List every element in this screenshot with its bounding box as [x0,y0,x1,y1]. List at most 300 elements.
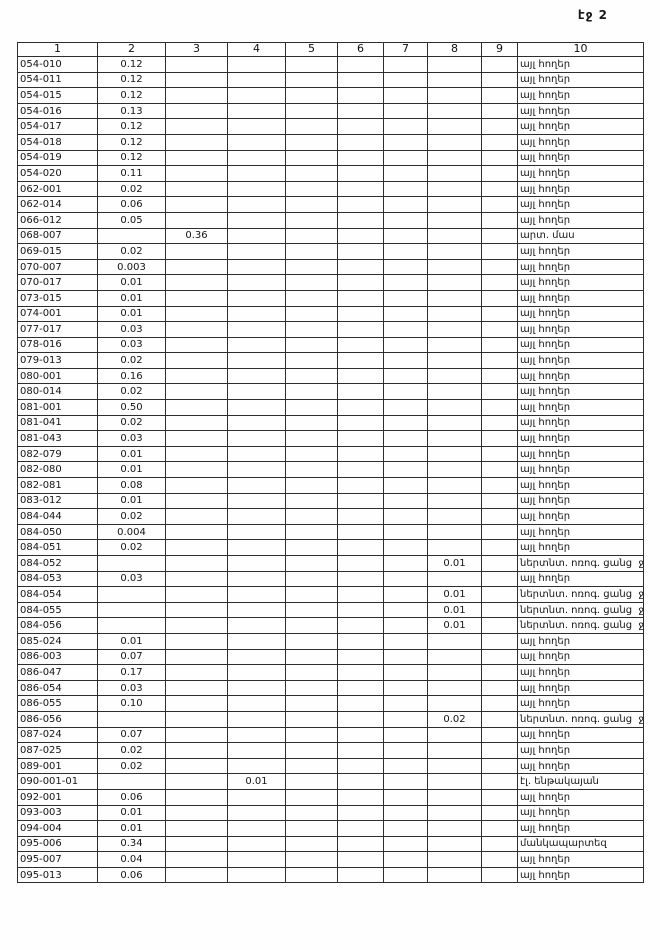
table-cell: 082-079 [18,446,98,462]
table-cell: այլ հողեր [518,197,644,213]
table-cell [286,400,338,416]
table-cell [428,322,482,338]
table-cell [166,181,228,197]
table-cell [384,415,428,431]
table-cell [428,524,482,540]
table-cell: 083-012 [18,493,98,509]
table-cell [98,587,166,603]
table-cell [228,181,286,197]
table-cell: 081-043 [18,431,98,447]
table-cell: 093-003 [18,805,98,821]
table-cell [384,556,428,572]
table-row [18,431,644,447]
table-cell [228,821,286,837]
table-cell: 0.13 [98,103,166,119]
table-cell [228,306,286,322]
table-cell [338,446,384,462]
table-row [18,275,644,291]
table-cell: 0.05 [98,212,166,228]
table-cell: 054-017 [18,119,98,135]
table-cell: ներտնտ. ոռոգ. ցանց ջ [518,587,644,603]
table-cell [338,618,384,634]
table-row [18,103,644,119]
table-cell: 0.06 [98,197,166,213]
table-cell: 0.03 [98,337,166,353]
table-cell: 0.06 [98,867,166,883]
table-cell [482,743,518,759]
table-cell [482,524,518,540]
table-cell [482,602,518,618]
table-cell: ներտնտ. ոռոգ. ցանց ջ [518,556,644,572]
table-cell: այլ հողեր [518,665,644,681]
table-cell [384,353,428,369]
table-cell [166,680,228,696]
table-cell [482,587,518,603]
table-cell: էլ. ենթակայան [518,774,644,790]
table-cell [428,306,482,322]
table-cell [228,212,286,228]
table-cell [98,774,166,790]
table-cell [338,462,384,478]
table-cell [384,446,428,462]
table-row [18,337,644,353]
table-cell [286,275,338,291]
table-cell [482,166,518,182]
table-cell: 073-015 [18,290,98,306]
table-cell: այլ հողեր [518,368,644,384]
table-row [18,415,644,431]
table-cell: 0.11 [98,166,166,182]
table-cell [338,197,384,213]
table-cell [286,789,338,805]
table-cell [338,150,384,166]
table-cell [166,275,228,291]
table-row [18,758,644,774]
table-cell: 054-019 [18,150,98,166]
table-cell [166,602,228,618]
table-cell: 092-001 [18,789,98,805]
table-cell [338,119,384,135]
table-cell [428,415,482,431]
table-cell: այլ հողեր [518,805,644,821]
table-cell [482,805,518,821]
table-cell: այլ հողեր [518,88,644,104]
table-cell [384,571,428,587]
table-cell: 0.12 [98,72,166,88]
table-cell [428,789,482,805]
table-row [18,602,644,618]
table-cell [338,368,384,384]
table-cell [228,493,286,509]
table-cell [286,244,338,260]
table-cell: 084-053 [18,571,98,587]
table-cell [286,57,338,73]
table-row [18,618,644,634]
table-cell [228,836,286,852]
table-cell [384,244,428,260]
table-cell [384,228,428,244]
table-cell [482,789,518,805]
table-cell [428,571,482,587]
table-cell [286,290,338,306]
table-cell [384,72,428,88]
table-cell [338,821,384,837]
table-cell: այլ հողեր [518,758,644,774]
table-cell [482,509,518,525]
table-cell: 0.02 [98,384,166,400]
table-cell: 066-012 [18,212,98,228]
table-cell [428,103,482,119]
table-cell [338,212,384,228]
table-cell [166,478,228,494]
table-cell [482,259,518,275]
table-cell [338,431,384,447]
table-cell: ներտնտ. ոռոգ. ցանց ջ [518,711,644,727]
table-cell [166,103,228,119]
table-cell [482,290,518,306]
table-cell: այլ հողեր [518,134,644,150]
table-cell [384,275,428,291]
table-cell [286,867,338,883]
table-cell [338,743,384,759]
table-cell [338,680,384,696]
table-cell: 084-056 [18,618,98,634]
table-cell [384,774,428,790]
table-row [18,556,644,572]
table-cell [384,743,428,759]
table-cell [228,727,286,743]
table-cell [286,524,338,540]
table-cell: 0.02 [98,181,166,197]
table-cell [338,353,384,369]
table-cell: 087-025 [18,743,98,759]
table-cell [338,758,384,774]
table-cell [286,134,338,150]
table-cell [428,166,482,182]
table-cell: 0.17 [98,665,166,681]
table-cell: 095-006 [18,836,98,852]
table-cell [286,88,338,104]
table-cell [428,134,482,150]
table-cell [428,852,482,868]
table-cell [286,431,338,447]
table-cell [482,400,518,416]
table-cell: 087-024 [18,727,98,743]
table-cell [428,696,482,712]
table-cell [428,774,482,790]
table-header-row [18,43,644,57]
table-cell [166,571,228,587]
table-cell [428,821,482,837]
table-cell [228,462,286,478]
table-cell: ներտնտ. ոռոգ. ցանց ջ [518,602,644,618]
table-row [18,867,644,883]
table-cell [428,88,482,104]
table-cell: 0.02 [98,758,166,774]
table-cell [384,462,428,478]
table-cell [166,556,228,572]
table-cell: այլ հողեր [518,789,644,805]
table-row [18,649,644,665]
table-cell [286,119,338,135]
table-cell: 0.01 [98,275,166,291]
table-cell [428,275,482,291]
table-cell [428,680,482,696]
table-cell [482,150,518,166]
table-cell: 081-001 [18,400,98,416]
table-cell: 084-051 [18,540,98,556]
table-row [18,509,644,525]
table-cell [166,384,228,400]
table-cell: արտ. մաս [518,228,644,244]
table-cell [338,852,384,868]
table-cell [286,711,338,727]
table-row [18,150,644,166]
table-cell: այլ հողեր [518,337,644,353]
table-cell [384,166,428,182]
table-cell [228,680,286,696]
table-row [18,462,644,478]
table-cell [166,665,228,681]
table-cell [428,540,482,556]
table-row [18,852,644,868]
table-row [18,57,644,73]
table-cell: այլ հողեր [518,353,644,369]
column-header: 1 [18,43,98,57]
table-cell: 081-041 [18,415,98,431]
table-cell [228,88,286,104]
table-cell [428,727,482,743]
table-cell: այլ հողեր [518,212,644,228]
table-cell: 079-013 [18,353,98,369]
table-cell [482,852,518,868]
table-row [18,696,644,712]
table-cell [166,197,228,213]
table-cell: 084-055 [18,602,98,618]
table-cell: այլ հողեր [518,181,644,197]
table-cell [228,57,286,73]
table-cell [166,493,228,509]
table-cell [384,150,428,166]
table-cell [166,618,228,634]
table-cell [384,789,428,805]
table-cell: 054-020 [18,166,98,182]
table-cell [228,587,286,603]
table-cell [228,540,286,556]
table-cell [166,587,228,603]
table-cell [384,368,428,384]
table-cell: 0.02 [98,415,166,431]
table-cell [384,665,428,681]
table-cell [338,415,384,431]
table-row [18,633,644,649]
table-cell: 086-054 [18,680,98,696]
table-cell [286,602,338,618]
table-cell [338,306,384,322]
table-cell: այլ հողեր [518,306,644,322]
table-cell [166,212,228,228]
table-cell [482,633,518,649]
column-header: 7 [384,43,428,57]
table-cell [166,134,228,150]
table-cell: 062-014 [18,197,98,213]
table-cell [286,618,338,634]
table-cell: 068-007 [18,228,98,244]
table-cell [286,493,338,509]
table-cell: 0.01 [98,446,166,462]
table-cell: այլ հողեր [518,290,644,306]
table-cell [384,337,428,353]
table-cell [482,727,518,743]
table-cell [384,431,428,447]
table-cell [384,602,428,618]
table-row [18,306,644,322]
table-cell: 086-003 [18,649,98,665]
table-row [18,290,644,306]
table-cell [384,540,428,556]
table-row [18,478,644,494]
table-cell [228,478,286,494]
table-cell [482,556,518,572]
table-cell [338,166,384,182]
table-cell [384,384,428,400]
table-cell: 0.07 [98,649,166,665]
table-cell [338,244,384,260]
table-cell [428,400,482,416]
table-cell [166,524,228,540]
table-cell: այլ հողեր [518,509,644,525]
table-cell: ներտնտ. ոռոգ. ցանց ջ [518,618,644,634]
table-cell: այլ հողեր [518,478,644,494]
table-cell [384,727,428,743]
table-cell [228,524,286,540]
table-cell: 0.50 [98,400,166,416]
table-cell [384,57,428,73]
table-cell: այլ հողեր [518,259,644,275]
table-cell: 0.08 [98,478,166,494]
table-row [18,446,644,462]
table-cell [286,368,338,384]
table-cell [286,446,338,462]
table-cell: 0.02 [428,711,482,727]
table-row [18,821,644,837]
table-cell [482,197,518,213]
table-cell [166,150,228,166]
table-cell: այլ հողեր [518,103,644,119]
table-cell: 054-010 [18,57,98,73]
table-cell [286,680,338,696]
table-cell: այլ հողեր [518,384,644,400]
table-cell [338,478,384,494]
table-cell [338,711,384,727]
table-row [18,228,644,244]
table-cell [482,758,518,774]
table-cell [482,415,518,431]
table-cell [428,633,482,649]
table-cell [286,509,338,525]
table-cell [228,665,286,681]
table-cell [166,72,228,88]
table-cell [428,368,482,384]
table-cell [482,57,518,73]
table-cell: 0.01 [428,618,482,634]
table-cell [338,290,384,306]
table-cell: այլ հողեր [518,680,644,696]
table-cell: 054-018 [18,134,98,150]
table-cell: 070-007 [18,259,98,275]
table-cell [228,353,286,369]
table-row [18,384,644,400]
table-cell: 0.01 [428,556,482,572]
table-cell: այլ հողեր [518,633,644,649]
column-header: 4 [228,43,286,57]
table-cell: 074-001 [18,306,98,322]
table-cell [338,322,384,338]
table-cell [286,322,338,338]
table-cell [482,306,518,322]
table-cell [166,353,228,369]
table-cell [166,774,228,790]
table-cell [428,462,482,478]
column-header: 6 [338,43,384,57]
table-cell [166,88,228,104]
table-cell [286,462,338,478]
column-header: 3 [166,43,228,57]
table-cell: 0.12 [98,150,166,166]
table-cell [384,181,428,197]
table-cell [166,540,228,556]
table-cell [482,368,518,384]
table-cell [428,446,482,462]
table-cell [338,789,384,805]
table-cell [228,72,286,88]
table-cell: 0.12 [98,134,166,150]
table-cell [482,680,518,696]
table-cell [228,166,286,182]
table-cell [384,259,428,275]
table-cell [482,353,518,369]
table-cell [286,571,338,587]
table-cell [228,509,286,525]
table-cell: 0.03 [98,571,166,587]
table-cell: 0.02 [98,244,166,260]
table-cell [482,134,518,150]
table-cell: այլ հողեր [518,696,644,712]
table-cell: 0.36 [166,228,228,244]
table-cell: այլ հողեր [518,72,644,88]
table-cell: 0.02 [98,353,166,369]
table-cell [166,633,228,649]
table-cell [428,509,482,525]
table-cell: 086-055 [18,696,98,712]
table-cell: այլ հողեր [518,275,644,291]
table-cell: 054-016 [18,103,98,119]
table-cell [166,805,228,821]
table-cell: 0.01 [98,306,166,322]
table-cell: 0.12 [98,57,166,73]
table-cell [482,446,518,462]
table-cell: 0.01 [98,633,166,649]
table-cell: 095-007 [18,852,98,868]
table-cell [286,836,338,852]
table-cell [228,867,286,883]
table-cell [286,306,338,322]
table-cell [384,400,428,416]
table-cell [228,805,286,821]
table-cell [482,119,518,135]
table-cell [384,805,428,821]
table-row [18,711,644,727]
